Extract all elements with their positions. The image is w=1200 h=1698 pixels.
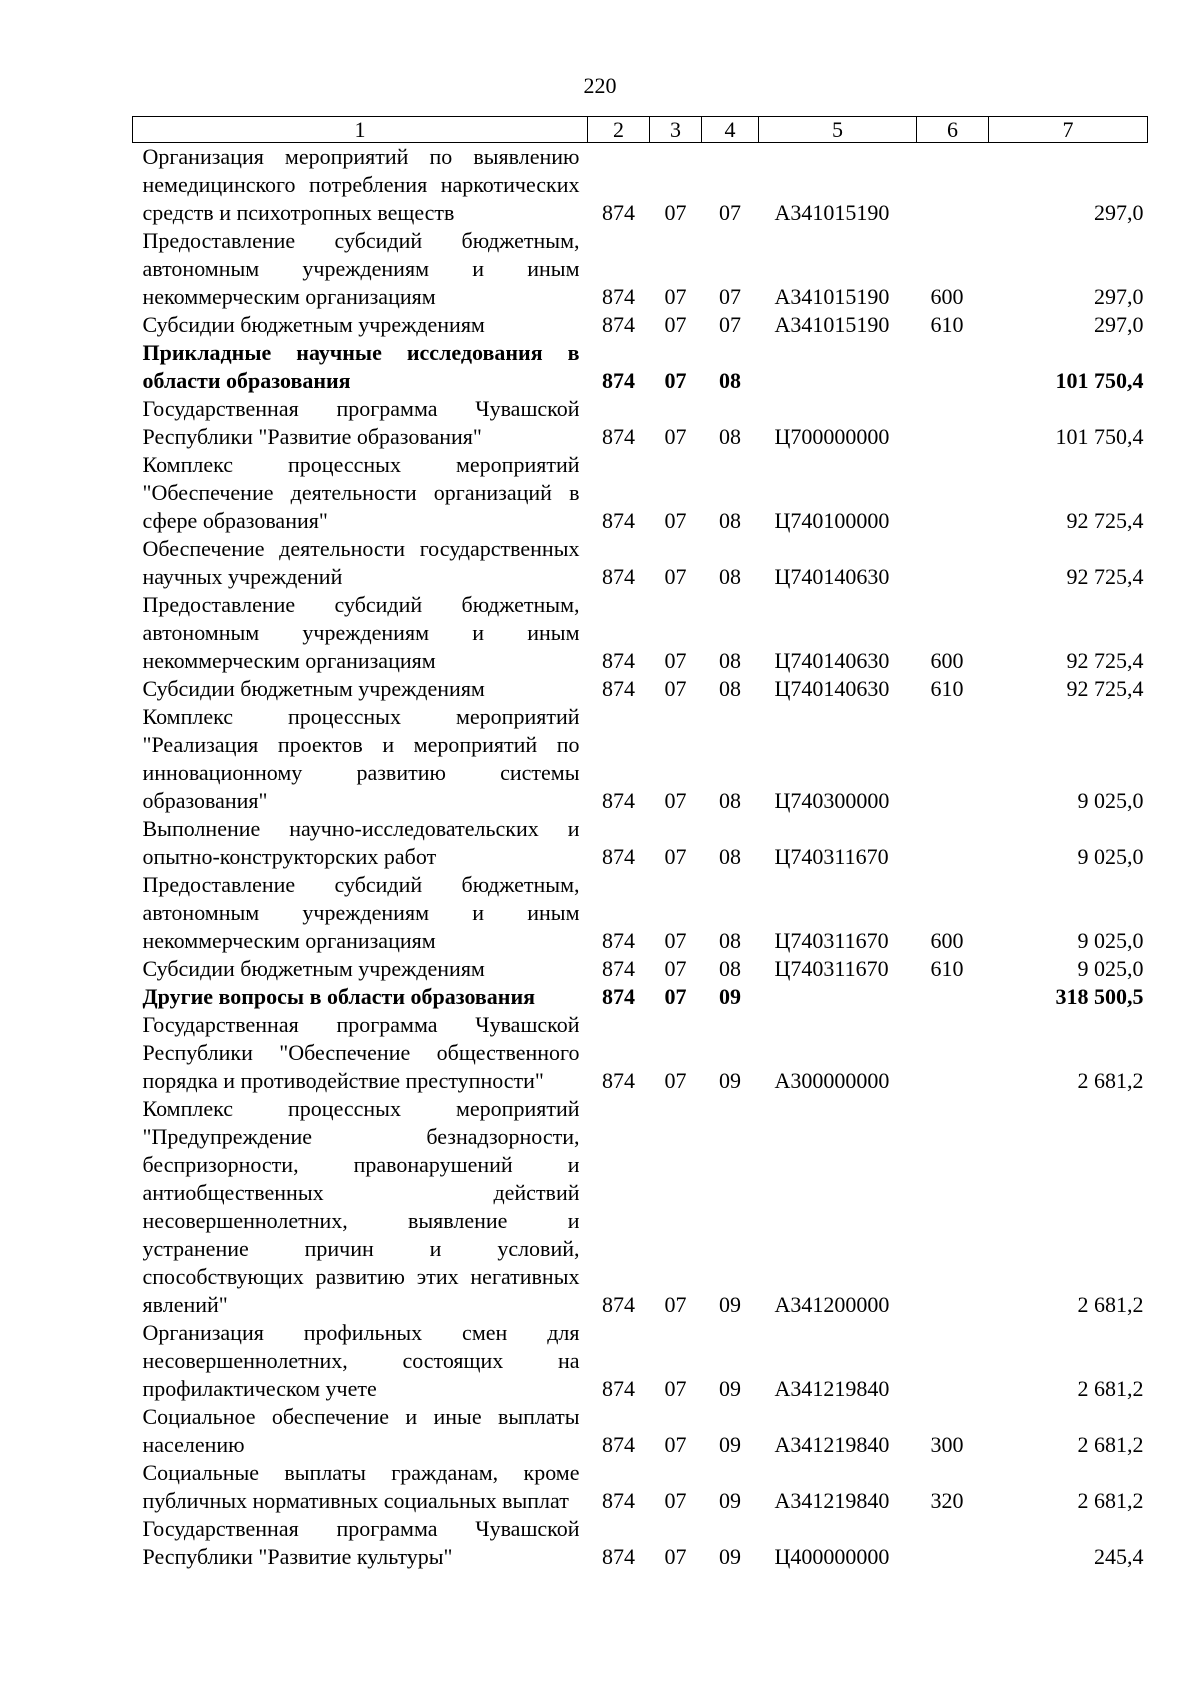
subsection-code-cell: 08 — [719, 844, 741, 869]
section-code-cell: 07 — [664, 956, 687, 981]
subsection-code-cell: 09 — [719, 1068, 741, 1093]
subsection-code-cell: 09 — [719, 1544, 741, 1569]
ministry-code-cell: 874 — [602, 844, 635, 869]
ministry-code-cell: 874 — [602, 648, 635, 673]
target-article-cell: А341015190 — [774, 312, 890, 337]
amount-cell: 318 500,5 — [1055, 984, 1144, 1009]
expense-type-cell — [917, 395, 989, 451]
row-name-cell: Комплекс процессных мероприятий "Реализация проектов и мероприятий по инновационному развитию системы образования" — [142, 704, 580, 813]
expense-type-cell: 300 — [930, 1432, 964, 1457]
expense-type-cell: 600 — [930, 284, 964, 309]
expense-type-cell — [917, 1095, 989, 1319]
row-name-cell: Комплекс процессных мероприятий "Обеспечение деятельности организаций в сфере образования" — [142, 452, 580, 533]
table-row — [133, 1459, 1148, 1515]
expense-type-cell: 600 — [930, 928, 964, 953]
target-article-cell: А341015190 — [774, 284, 890, 309]
table-row — [133, 983, 1148, 1011]
ministry-code-cell: 874 — [602, 788, 635, 813]
row-name-cell: Организация профильных смен для несовершеннолетних, состоящих на профилактическом учете — [142, 1320, 580, 1401]
amount-cell: 9 025,0 — [1077, 928, 1144, 953]
amount-cell: 2 681,2 — [1077, 1068, 1144, 1093]
row-name-cell: Государственная программа Чувашской Республики "Развитие культуры" — [142, 1516, 580, 1569]
table-row — [133, 675, 1148, 703]
table-row — [133, 535, 1148, 591]
section-code-cell: 07 — [664, 424, 687, 449]
subsection-code-cell: 08 — [719, 928, 741, 953]
amount-cell: 297,0 — [1094, 312, 1144, 337]
amount-cell: 297,0 — [1094, 200, 1144, 225]
row-name-cell: Государственная программа Чувашской Республики "Обеспечение общественного порядка и противодействие преступности" — [142, 1012, 580, 1093]
table-row — [133, 395, 1148, 451]
expense-type-cell: 610 — [930, 956, 964, 981]
subsection-code-cell: 09 — [719, 1292, 741, 1317]
table-row — [133, 311, 1148, 339]
subsection-code-cell: 07 — [719, 200, 741, 225]
ministry-code-cell: 874 — [602, 368, 635, 393]
table-row — [133, 1319, 1148, 1403]
expense-type-cell — [917, 1011, 989, 1095]
amount-cell: 92 725,4 — [1066, 648, 1144, 673]
table-row — [133, 1515, 1148, 1571]
subsection-code-cell: 08 — [719, 648, 741, 673]
row-name-cell: Обеспечение деятельности государственных научных учреждений — [142, 536, 580, 589]
row-name-cell: Социальное обеспечение и иные выплаты населению — [142, 1404, 580, 1457]
section-code-cell: 07 — [664, 564, 687, 589]
target-article-cell: А341219840 — [774, 1488, 890, 1513]
target-article-cell — [759, 983, 917, 1011]
subsection-code-cell: 08 — [719, 424, 741, 449]
row-name-cell: Другие вопросы в области образования — [142, 984, 536, 1009]
target-article-cell: А341015190 — [774, 200, 890, 225]
amount-cell: 9 025,0 — [1077, 788, 1144, 813]
column-header: 1 — [133, 117, 588, 143]
table-row — [133, 1095, 1148, 1319]
table-row — [133, 591, 1148, 675]
column-header: 2 — [588, 117, 650, 143]
section-code-cell: 07 — [664, 844, 687, 869]
section-code-cell: 07 — [664, 1432, 687, 1457]
section-code-cell: 07 — [664, 928, 687, 953]
ministry-code-cell: 874 — [602, 676, 635, 701]
expense-type-cell — [917, 339, 989, 395]
ministry-code-cell: 874 — [602, 200, 635, 225]
ministry-code-cell: 874 — [602, 1292, 635, 1317]
subsection-code-cell: 07 — [719, 284, 741, 309]
section-code-cell: 07 — [664, 1292, 687, 1317]
subsection-code-cell: 09 — [719, 1488, 741, 1513]
row-name-cell: Предоставление субсидий бюджетным, автономным учреждениям и иным некоммерческим организациям — [142, 228, 580, 309]
table-header-row — [133, 117, 1148, 143]
ministry-code-cell: 874 — [602, 1488, 635, 1513]
row-name-cell: Комплекс процессных мероприятий "Предупреждение безнадзорности, беспризорности, правонарушений и антиобщественных действий несовершеннолетних, выявление и устранение причин и условий, способствующих развитию этих негативных явлений" — [142, 1096, 580, 1317]
section-code-cell: 07 — [664, 368, 687, 393]
row-name-cell: Субсидии бюджетным учреждениям — [142, 312, 485, 337]
expense-type-cell — [917, 1515, 989, 1571]
budget-table — [132, 116, 1148, 1571]
subsection-code-cell: 08 — [719, 676, 741, 701]
target-article-cell: Ц740140630 — [774, 676, 890, 701]
target-article-cell: Ц700000000 — [774, 424, 890, 449]
subsection-code-cell: 08 — [719, 788, 741, 813]
target-article-cell: Ц740311670 — [774, 956, 889, 981]
section-code-cell: 07 — [664, 284, 687, 309]
table-row — [133, 227, 1148, 311]
row-name-cell: Субсидии бюджетным учреждениям — [142, 956, 485, 981]
table-row — [133, 703, 1148, 815]
ministry-code-cell: 874 — [602, 508, 635, 533]
amount-cell: 92 725,4 — [1066, 564, 1144, 589]
ministry-code-cell: 874 — [602, 1376, 635, 1401]
target-article-cell: Ц740100000 — [774, 508, 890, 533]
section-code-cell: 07 — [664, 200, 687, 225]
amount-cell: 2 681,2 — [1077, 1488, 1144, 1513]
ministry-code-cell: 874 — [602, 424, 635, 449]
target-article-cell: А300000000 — [774, 1068, 890, 1093]
column-header: 6 — [917, 117, 989, 143]
subsection-code-cell: 08 — [719, 508, 741, 533]
amount-cell: 92 725,4 — [1066, 676, 1144, 701]
section-code-cell: 07 — [664, 788, 687, 813]
ministry-code-cell: 874 — [602, 284, 635, 309]
amount-cell: 9 025,0 — [1077, 844, 1144, 869]
row-name-cell: Субсидии бюджетным учреждениям — [142, 676, 485, 701]
section-code-cell: 07 — [664, 648, 687, 673]
ministry-code-cell: 874 — [602, 1544, 635, 1569]
expense-type-cell — [917, 143, 989, 228]
section-code-cell: 07 — [664, 1488, 687, 1513]
table-row — [133, 871, 1148, 955]
subsection-code-cell: 08 — [719, 956, 741, 981]
ministry-code-cell: 874 — [602, 956, 635, 981]
expense-type-cell: 610 — [930, 312, 964, 337]
table-row — [133, 1011, 1148, 1095]
table-row — [133, 339, 1148, 395]
expense-type-cell — [917, 535, 989, 591]
subsection-code-cell: 09 — [719, 984, 741, 1009]
ministry-code-cell: 874 — [602, 1432, 635, 1457]
amount-cell: 245,4 — [1094, 1544, 1144, 1569]
expense-type-cell — [917, 1319, 989, 1403]
table-row — [133, 1403, 1148, 1459]
row-name-cell: Выполнение научно-исследовательских и опытно-конструкторских работ — [142, 816, 580, 869]
amount-cell: 92 725,4 — [1066, 508, 1144, 533]
subsection-code-cell: 09 — [719, 1432, 741, 1457]
table-row — [133, 815, 1148, 871]
amount-cell: 101 750,4 — [1055, 424, 1144, 449]
ministry-code-cell: 874 — [602, 984, 635, 1009]
row-name-cell: Государственная программа Чувашской Республики "Развитие образования" — [142, 396, 580, 449]
amount-cell: 2 681,2 — [1077, 1376, 1144, 1401]
section-code-cell: 07 — [664, 984, 687, 1009]
target-article-cell: А341200000 — [774, 1292, 890, 1317]
subsection-code-cell: 07 — [719, 312, 741, 337]
column-header: 4 — [702, 117, 759, 143]
section-code-cell: 07 — [664, 508, 687, 533]
row-name-cell: Предоставление субсидий бюджетным, автономным учреждениям и иным некоммерческим организациям — [142, 592, 580, 673]
target-article-cell: А341219840 — [774, 1376, 890, 1401]
expense-type-cell — [917, 451, 989, 535]
column-header: 7 — [989, 117, 1148, 143]
table-row — [133, 955, 1148, 983]
expense-type-cell: 320 — [930, 1488, 964, 1513]
target-article-cell — [759, 339, 917, 395]
section-code-cell: 07 — [664, 1544, 687, 1569]
table-row — [133, 451, 1148, 535]
expense-type-cell — [917, 703, 989, 815]
amount-cell: 2 681,2 — [1077, 1292, 1144, 1317]
row-name-cell: Предоставление субсидий бюджетным, автономным учреждениям и иным некоммерческим организациям — [142, 872, 580, 953]
ministry-code-cell: 874 — [602, 1068, 635, 1093]
row-name-cell: Прикладные научные исследования в области образования — [142, 340, 580, 393]
expense-type-cell — [917, 815, 989, 871]
subsection-code-cell: 08 — [719, 368, 741, 393]
ministry-code-cell: 874 — [602, 312, 635, 337]
table-body — [133, 143, 1148, 1572]
section-code-cell: 07 — [664, 312, 687, 337]
column-header: 5 — [759, 117, 917, 143]
amount-cell: 2 681,2 — [1077, 1432, 1144, 1457]
table-row — [133, 143, 1148, 228]
section-code-cell: 07 — [664, 1068, 687, 1093]
row-name-cell: Социальные выплаты гражданам, кроме публичных нормативных социальных выплат — [142, 1460, 580, 1513]
target-article-cell: Ц740311670 — [774, 844, 889, 869]
target-article-cell: Ц740300000 — [774, 788, 890, 813]
expense-type-cell: 600 — [930, 648, 964, 673]
section-code-cell: 07 — [664, 1376, 687, 1401]
subsection-code-cell: 09 — [719, 1376, 741, 1401]
page-number: 220 — [583, 73, 617, 98]
row-name-cell: Организация мероприятий по выявлению немедицинского потребления наркотических средств и психотропных веществ — [142, 144, 580, 225]
target-article-cell: Ц740311670 — [774, 928, 889, 953]
column-header: 3 — [650, 117, 702, 143]
section-code-cell: 07 — [664, 676, 687, 701]
amount-cell: 9 025,0 — [1077, 956, 1144, 981]
ministry-code-cell: 874 — [602, 928, 635, 953]
target-article-cell: Ц740140630 — [774, 648, 890, 673]
amount-cell: 297,0 — [1094, 284, 1144, 309]
target-article-cell: Ц740140630 — [774, 564, 890, 589]
target-article-cell: Ц400000000 — [774, 1544, 890, 1569]
expense-type-cell — [917, 983, 989, 1011]
target-article-cell: А341219840 — [774, 1432, 890, 1457]
expense-type-cell: 610 — [930, 676, 964, 701]
amount-cell: 101 750,4 — [1055, 368, 1144, 393]
ministry-code-cell: 874 — [602, 564, 635, 589]
subsection-code-cell: 08 — [719, 564, 741, 589]
